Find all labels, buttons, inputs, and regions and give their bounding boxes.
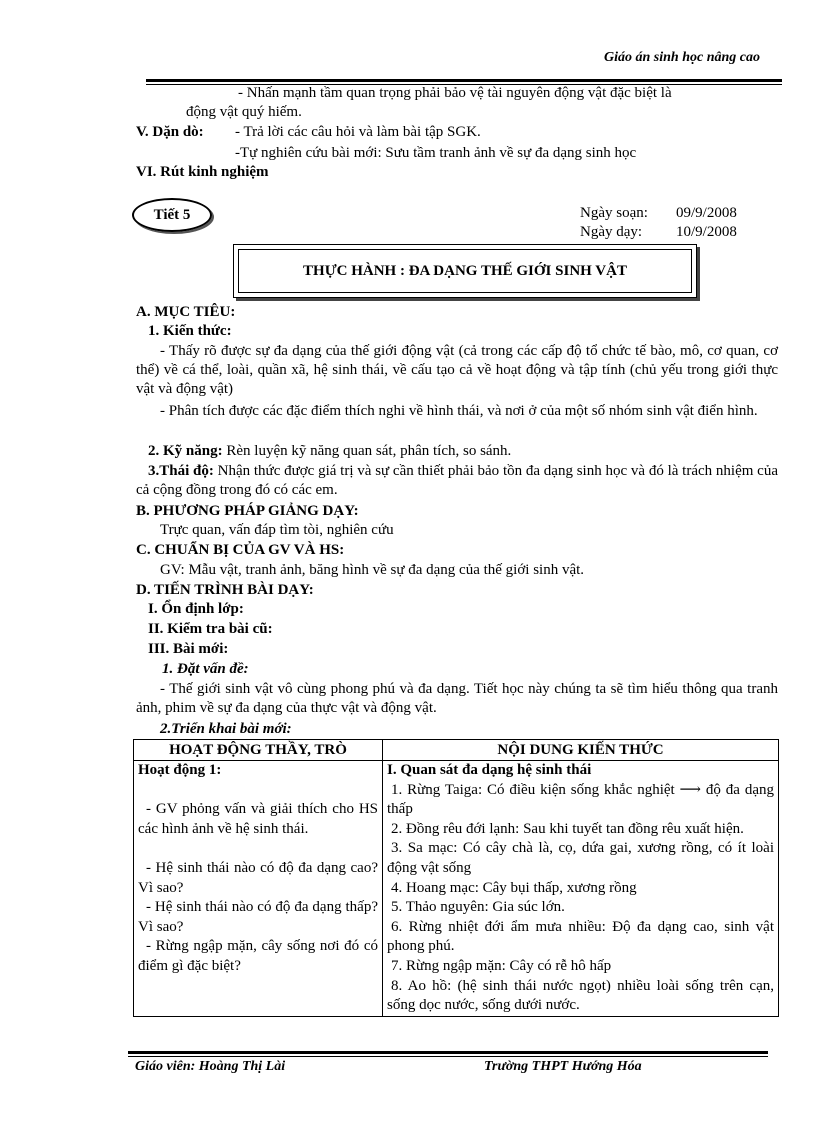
lesson-number-badge: Tiết 5: [132, 198, 212, 232]
dando-label: V. Dặn dò:: [136, 124, 204, 140]
table-header-row: [134, 740, 779, 761]
content-cell: [383, 761, 779, 1017]
activity-para-4: - Rừng ngập mặn, cây sống nơi đó có điểm gì đặc biệt?: [138, 938, 378, 974]
footer-school: Trường THPT Hướng Hóa: [484, 1059, 642, 1074]
dando-item-2: -Tự nghiên cứu bài mới: Sưu tầm tranh ảnh về sự đa dạng sinh học: [235, 145, 637, 161]
kien-thuc-label: 1. Kiến thức:: [148, 323, 232, 339]
ky-nang-label: 2. Kỹ năng:: [148, 443, 223, 459]
page-header-title: Giáo án sinh học nâng cao: [604, 50, 760, 65]
footer-rule-thin: [128, 1056, 768, 1057]
activity-cell: [134, 761, 383, 1017]
footer-rule-thick: [128, 1051, 768, 1054]
list-item: 6. Rừng nhiệt đới ẩm mưa nhiều: Độ đa dạng cao, sinh vật phong phú.: [387, 918, 774, 955]
step-3: III. Bài mới:: [148, 641, 229, 657]
dat-van-de-text: - Thế giới sinh vật vô cùng phong phú và đa dạng. Tiết học này chúng ta sẽ tìm hiểu thông qua tranh ảnh, phim về sự đa dạng của thực vật và động vật.: [136, 681, 778, 716]
lesson-table: [133, 739, 779, 1017]
lesson-title-box: [233, 244, 697, 298]
kien-thuc-para-2: - Phân tích được các đặc điểm thích nghi về hình thái, và nơi ở của một số nhóm sinh vật điển hình.: [160, 403, 758, 419]
header-rule-thick: [146, 79, 782, 82]
table-header-activity: HOẠT ĐỘNG THẦY, TRÒ: [134, 740, 383, 761]
ky-nang-text: Rèn luyện kỹ năng quan sát, phân tích, so sánh.: [222, 443, 512, 459]
activity-para-2: - Hệ sinh thái nào có độ đa dạng cao? Vì sao?: [138, 859, 378, 896]
activity-para-3: - Hệ sinh thái nào có độ đa dạng thấp? Vì sao?: [138, 899, 378, 935]
ngay-day-label: Ngày dạy:: [580, 224, 643, 240]
section-c-text: GV: Mẫu vật, tranh ảnh, băng hình về sự đa dạng của thế giới sinh vật.: [160, 562, 585, 578]
list-item: 1. Rừng Taiga: Có điều kiện sống khắc nghiệt ⟶ độ đa dạng thấp: [387, 781, 774, 818]
step-2: II. Kiểm tra bài cũ:: [148, 621, 273, 637]
top-line-2: động vật quý hiếm.: [186, 104, 302, 120]
list-item: 7. Rừng ngập mặn: Cây có rễ hô hấp: [391, 957, 612, 974]
list-item: 8. Ao hồ: (hệ sinh thái nước ngọt) nhiều loài sống trên cạn, sống dọc nước, sống dưới nước.: [387, 977, 774, 1014]
rut-kinh-nghiem: VI. Rút kinh nghiệm: [136, 164, 269, 180]
thai-do-text: Nhận thức được giá trị và sự cần thiết phải bảo tồn đa dạng sinh học và đó là trách nhiệm của cả cộng đồng trong đó có các em.: [136, 463, 778, 498]
trien-khai-title: 2.Triển khai bài mới:: [160, 721, 292, 737]
ngay-soan-label: Ngày soạn:: [580, 205, 648, 221]
lesson-title: THỰC HÀNH : ĐA DẠNG THẾ GIỚI SINH VẬT: [238, 249, 692, 293]
section-c-title: C. CHUẨN BỊ CỦA GV VÀ HS:: [136, 542, 345, 558]
dando-item-1: - Trả lời các câu hỏi và làm bài tập SGK.: [235, 124, 481, 140]
activity-para-1: - GV phỏng vấn và giải thích cho HS các hình ảnh về hệ sinh thái.: [138, 801, 378, 837]
ngay-soan-value: 09/9/2008: [676, 205, 737, 221]
thai-do-label: 3.Thái độ:: [148, 463, 214, 479]
ky-nang-line: [148, 442, 511, 461]
table-header-content: NỘI DUNG KIẾN THỨC: [383, 740, 779, 761]
section-d-title: D. TIẾN TRÌNH BÀI DẠY:: [136, 582, 314, 598]
table-row: [134, 761, 779, 1017]
list-item: 5. Thảo nguyên: Gia súc lớn.: [391, 899, 565, 916]
kien-thuc-para-1: - Thấy rõ được sự đa dạng của thế giới động vật (cả trong các cấp độ tổ chức tế bào, mô, cơ quan, cơ thể) về cá thể, loài, quần xã, hệ sinh thái, về cấu tạo cả về hoạt động và tập tính (chủ yếu trong giới thực vật và động vật): [136, 343, 778, 397]
list-item: 3. Sa mạc: Có cây chà là, cọ, dứa gai, xương rồng, có ít loài động vật sống: [387, 840, 774, 876]
list-item: 4. Hoang mạc: Cây bụi thấp, xương rồng: [391, 879, 637, 896]
content-title: I. Quan sát đa dạng hệ sinh thái: [387, 762, 592, 778]
step-1: I. Ổn định lớp:: [148, 601, 244, 617]
section-b-text: Trực quan, vấn đáp tìm tòi, nghiên cứu: [160, 522, 394, 538]
section-a-title: A. MỤC TIÊU:: [136, 304, 236, 320]
dat-van-de-title: 1. Đặt vấn đề:: [162, 661, 249, 677]
top-line-1: - Nhấn mạnh tầm quan trọng phải bảo vệ tài nguyên động vật đặc biệt là: [238, 85, 672, 101]
section-b-title: B. PHƯƠNG PHÁP GIẢNG DẠY:: [136, 503, 359, 519]
ngay-day-value: 10/9/2008: [676, 224, 737, 240]
footer-teacher: Giáo viên: Hoàng Thị Lài: [135, 1059, 286, 1074]
list-item: 2. Đồng rêu đới lạnh: Sau khi tuyết tan đồng rêu xuất hiện.: [391, 820, 744, 837]
thai-do-para: [136, 462, 778, 500]
activity-title: Hoạt động 1:: [138, 762, 222, 778]
